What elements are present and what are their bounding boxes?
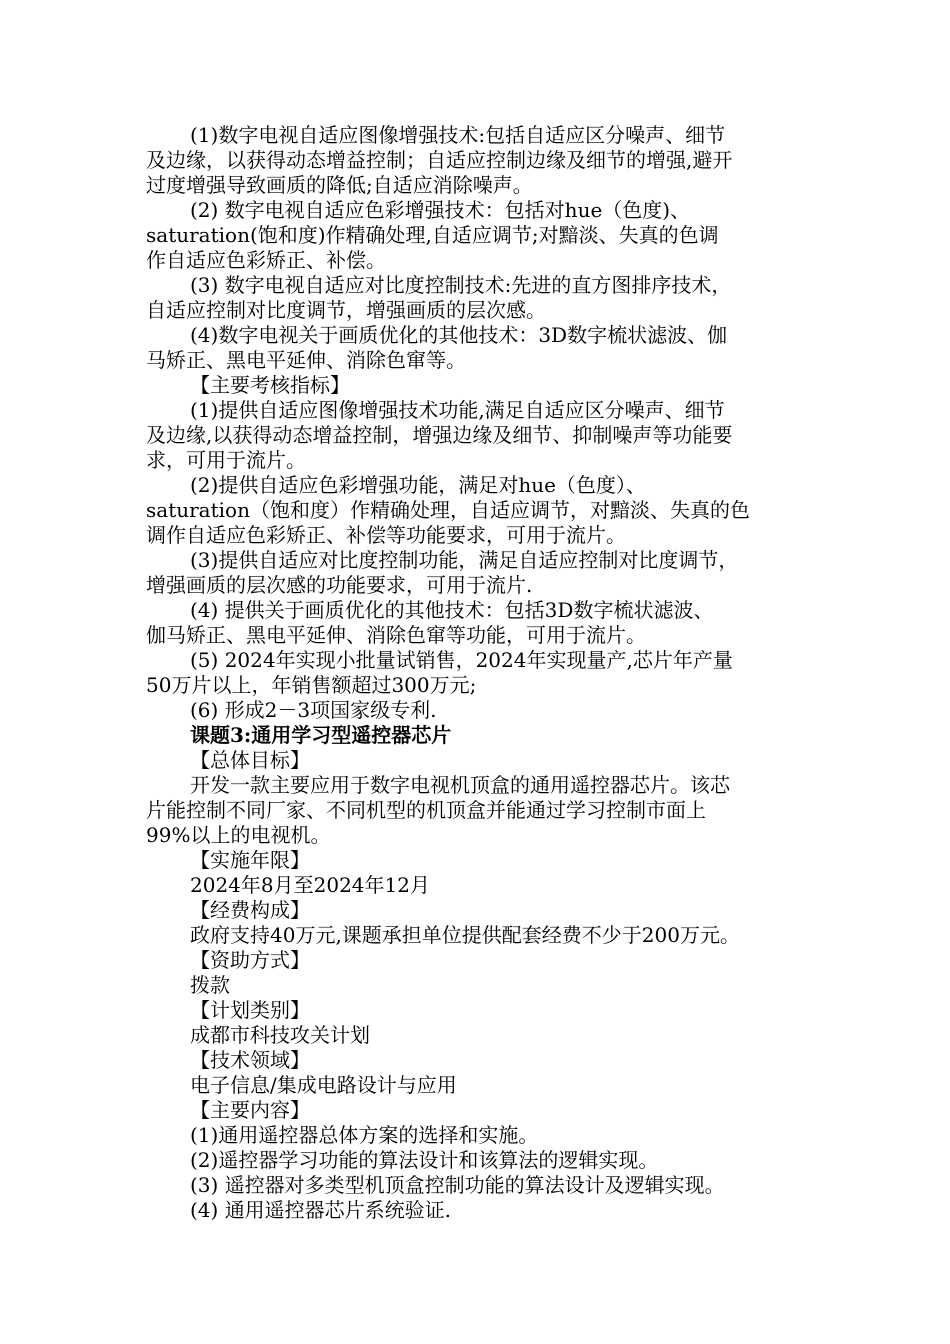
main-content-item-1: (1)通用遥控器总体方案的选择和实施。: [190, 1123, 539, 1147]
main-content-item-4: (4) 通用遥控器芯片系统验证.: [190, 1198, 452, 1222]
tech-item-4-line-1: (4)数字电视关于画质优化的其他技术：3D数字梳状滤波、伽: [190, 323, 728, 347]
indicator-2-line-1: (2)提供自适应色彩增强功能，满足对hue（色度）、: [190, 473, 646, 497]
tech-item-2-line-1: (2) 数字电视自适应色彩增强技术：包括对hue（色度)、: [190, 198, 691, 222]
funding-text: 政府支持40万元,课题承担单位提供配套经费不少于200万元。: [190, 923, 740, 947]
period-heading: 【实施年限】: [190, 848, 310, 872]
indicator-4-line-2: 伽马矫正、黑电平延伸、消除色窜等功能，可用于流片。: [146, 623, 646, 647]
main-content-heading: 【主要内容】: [190, 1098, 310, 1122]
indicator-2-line-2: saturation（饱和度）作精确处理，自适应调节，对黯淡、失真的色: [146, 498, 750, 522]
overall-goal-heading: 【总体目标】: [190, 748, 310, 772]
indicator-3-line-2: 增强画质的层次感的功能要求，可用于流片.: [146, 573, 533, 597]
tech-item-2-line-3: 作自适应色彩矫正、补偿。: [146, 248, 386, 272]
tech-item-2-line-2: saturation(饱和度)作精确处理,自适应调节;对黯淡、失真的色调: [146, 223, 719, 247]
indicator-1-line-1: (1)提供自适应图像增强技术功能,满足自适应区分噪声、细节: [190, 398, 725, 422]
overall-goal-line-3: 99%以上的电视机。: [146, 823, 331, 847]
plan-category-text: 成都市科技攻关计划: [190, 1023, 370, 1047]
tech-item-1-line-2: 及边缘，以获得动态增益控制；自适应控制边缘及细节的增强,避开: [146, 148, 733, 172]
period-text: 2024年8月至2024年12月: [190, 873, 430, 897]
support-mode-text: 拨款: [190, 973, 230, 997]
indicator-3-line-1: (3)提供自适应对比度控制功能，满足自适应控制对比度调节，: [190, 548, 739, 572]
main-content-item-3: (3) 遥控器对多类型机顶盒控制功能的算法设计及逻辑实现。: [190, 1173, 725, 1197]
indicator-1-line-2: 及边缘,以获得动态增益控制，增强边缘及细节、抑制噪声等功能要: [146, 423, 733, 447]
indicator-2-line-3: 调作自适应色彩矫正、补偿等功能要求，可用于流片。: [146, 523, 626, 547]
tech-item-3-line-2: 自适应控制对比度调节，增强画质的层次感。: [146, 298, 546, 322]
indicators-heading: 【主要考核指标】: [190, 373, 350, 397]
indicator-1-line-3: 求，可用于流片。: [146, 448, 306, 472]
tech-item-1-line-1: (1)数字电视自适应图像增强技术:包括自适应区分噪声、细节: [190, 123, 726, 147]
tech-field-text: 电子信息/集成电路设计与应用: [190, 1073, 457, 1097]
overall-goal-line-1: 开发一款主要应用于数字电视机顶盒的通用遥控器芯片。该芯: [190, 773, 730, 797]
plan-category-heading: 【计划类别】: [190, 998, 310, 1022]
tech-item-3-line-1: (3) 数字电视自适应对比度控制技术:先进的直方图排序技术，: [190, 273, 732, 297]
indicator-5-line-2: 50万片以上，年销售额超过300万元;: [146, 673, 477, 697]
support-mode-heading: 【资助方式】: [190, 948, 310, 972]
overall-goal-line-2: 片能控制不同厂家、不同机型的机顶盒并能通过学习控制市面上: [146, 798, 706, 822]
tech-item-4-line-2: 马矫正、黑电平延伸、消除色窜等。: [146, 348, 466, 372]
tech-item-1-line-3: 过度增强导致画质的降低;自适应消除噪声。: [146, 173, 533, 197]
indicator-4-line-1: (4) 提供关于画质优化的其他技术：包括3D数字梳状滤波、: [190, 598, 714, 622]
main-content-item-2: (2)遥控器学习功能的算法设计和该算法的逻辑实现。: [190, 1148, 659, 1172]
tech-field-heading: 【技术领域】: [190, 1048, 310, 1072]
topic3-title: 课题3:通用学习型遥控器芯片: [190, 723, 452, 747]
indicator-5-line-1: (5) 2024年实现小批量试销售，2024年实现量产,芯片年产量: [190, 648, 733, 672]
indicator-6-line-1: (6) 形成2－3项国家级专利.: [190, 698, 437, 722]
funding-heading: 【经费构成】: [190, 898, 310, 922]
